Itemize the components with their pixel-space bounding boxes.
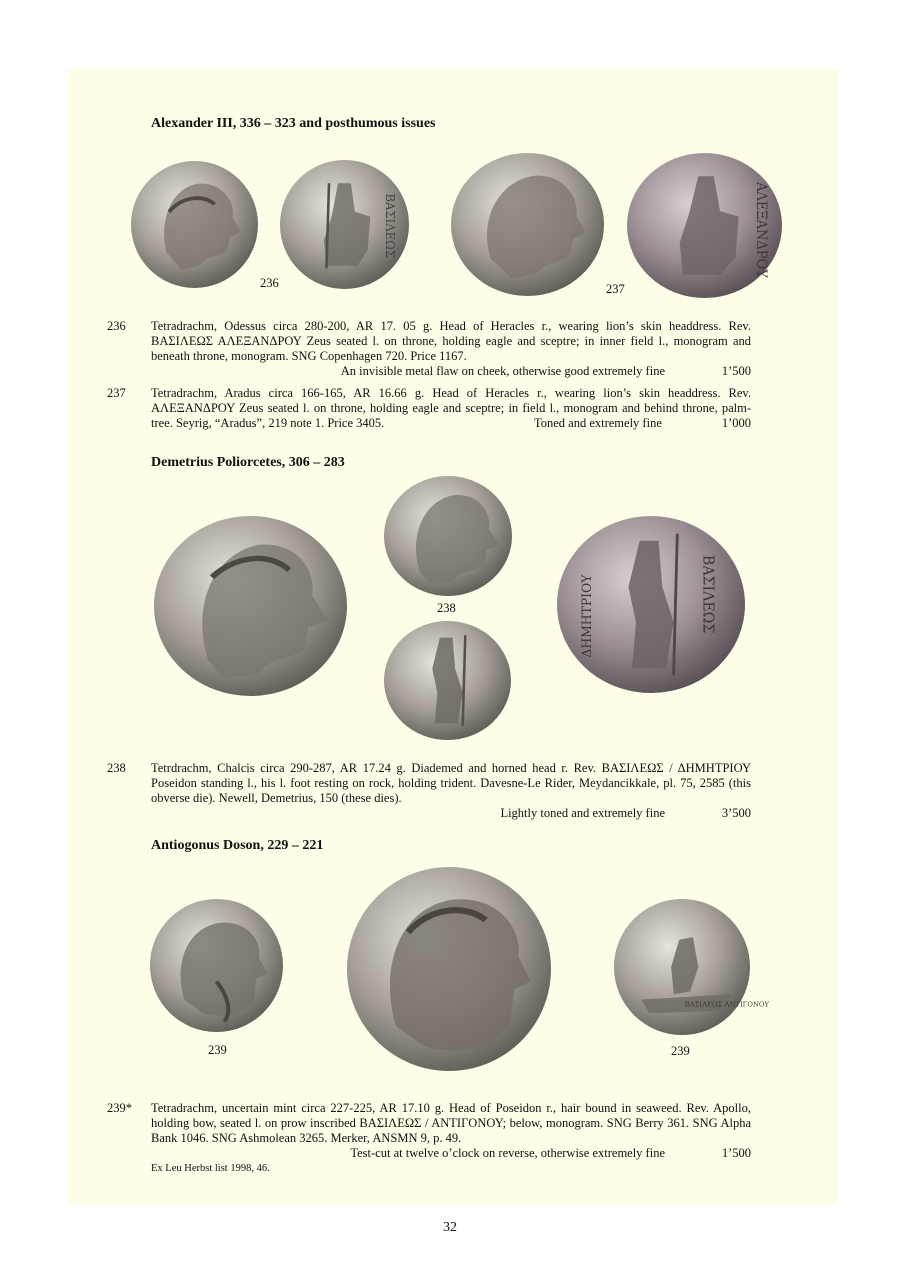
coin-caption-239-reverse: 239: [671, 1044, 690, 1058]
lot-estimate: 1’500: [721, 364, 751, 378]
coin-caption-237: 237: [606, 282, 625, 296]
coin-236-legend: ΒΑΣΙΛΕΩΣ: [382, 193, 397, 258]
coin-238-legend-right: ΒΑΣΙΛΕΩΣ: [699, 554, 718, 634]
coin-238-obverse: [384, 476, 512, 596]
coin-237-reverse: [627, 153, 782, 298]
coin-238-reverse: [384, 621, 511, 740]
lot-estimate: 3’500: [721, 806, 751, 820]
lot-estimate: 1’000: [721, 416, 751, 430]
coin-238-reverse-enlarged: [557, 516, 745, 693]
coin-239-legend: ΒΑΣΙΛΕΩΣ ΑΝΤΙΓΟΝΟΥ: [684, 1000, 769, 1009]
lot-condition-row: [151, 1146, 751, 1161]
lot-estimate: 1’500: [721, 1146, 751, 1160]
coin-caption-236: 236: [260, 276, 279, 290]
lot-text: Tetradrachm, Odessus circa 280-200, AR 17. 05 g. Head of Heracles r., wearing lion’s skin headdress. Rev. ΒΑΣΙΛΕΩΣ ΑΛΕΞΑΝΔΡΟΥ Zeus seated l. on throne, holding eagle and sceptre; in inner field l., monogram and beneath throne, monogram. SNG Copenhagen 720. Price 1167.: [151, 319, 751, 363]
coin-236-obverse: [131, 161, 258, 288]
lot-condition-row: [151, 806, 751, 821]
coin-238-legend-left: ΔΗΜΗΤΡΙΟΥ: [579, 574, 595, 658]
lot-condition-row: [151, 364, 751, 379]
lot-number: 236: [107, 319, 126, 333]
section-heading-antigonus: Antiogonus Doson, 229 – 221: [151, 838, 324, 853]
lot-number: 237: [107, 386, 126, 400]
lot-number: 238: [107, 761, 126, 775]
coin-caption-239-obverse: 239: [208, 1043, 227, 1057]
lot-condition: Toned and extremely fine: [533, 416, 662, 430]
page-number: 32: [443, 1220, 457, 1235]
lot-provenance: Ex Leu Herbst list 1998, 46.: [151, 1163, 270, 1174]
lot-description: [151, 761, 751, 821]
lot-condition: Lightly toned and extremely fine: [500, 806, 665, 820]
coin-239-reverse: [614, 898, 769, 1036]
section-heading-demetrius: Demetrius Poliorcetes, 306 – 283: [151, 455, 345, 470]
lot-text: Tetrdrachm, Chalcis circa 290-287, AR 17.24 g. Diademed and horned head r. Rev. ΒΑΣΙΛΕΩΣ / ΔΗΜΗΤΡΙΟΥ Poseidon standing l., his l. foot resting on rock, holding trident. Davesne-Le Rider, Meydancikkale, pl. 75, 2585 (this obverse die). Newell, Demetrius, 150 (these dies).: [151, 761, 751, 805]
lot-condition: An invisible metal flaw on cheek, otherwise good extremely fine: [340, 364, 665, 378]
coin-239-obverse-enlarged: [347, 867, 551, 1071]
lot-text: Tetradrachm, Aradus circa 166-165, AR 16.66 g. Head of Heracles r., wearing lion’s skin headdress. Rev. ΑΛΕΞΑΝΔΡΟΥ Zeus seated l. on throne, holding eagle and sceptre; in field l., monogram and behind throne, palm-tree. Seyrig, “Aradus”, 219 note 1. Price 3405.: [151, 386, 751, 430]
lot-description: [151, 319, 751, 379]
lot-description: [151, 386, 751, 431]
coin-237-obverse: [451, 153, 604, 296]
coin-238-obverse-enlarged: [154, 516, 347, 696]
lot-number: 239*: [107, 1101, 132, 1115]
section-heading-alexander: Alexander III, 336 – 323 and posthumous issues: [151, 116, 436, 131]
lot-condition-row: [534, 416, 751, 431]
coin-236-reverse: [280, 160, 409, 289]
lot-text: Tetradrachm, uncertain mint circa 227-225, AR 17.10 g. Head of Poseidon r., hair bound in seaweed. Rev. Apollo, holding bow, seated l. on prow inscribed ΒΑΣΙΛΕΩΣ / ΑΝΤΙΓΟΝΟΥ; below, monogram. SNG Berry 361. SNG Alpha Bank 1046. SNG Ashmolean 3265. Merker, ANSMN 9, p. 49.: [151, 1101, 751, 1145]
coin-caption-238: 238: [437, 601, 456, 615]
coin-237-legend: ΑΛΕΞΑΝΔΡΟΥ: [753, 182, 770, 278]
lot-condition: Test-cut at twelve o’clock on reverse, otherwise extremely fine: [350, 1146, 665, 1160]
coin-239-obverse: [150, 898, 283, 1033]
lot-description: [151, 1101, 751, 1176]
